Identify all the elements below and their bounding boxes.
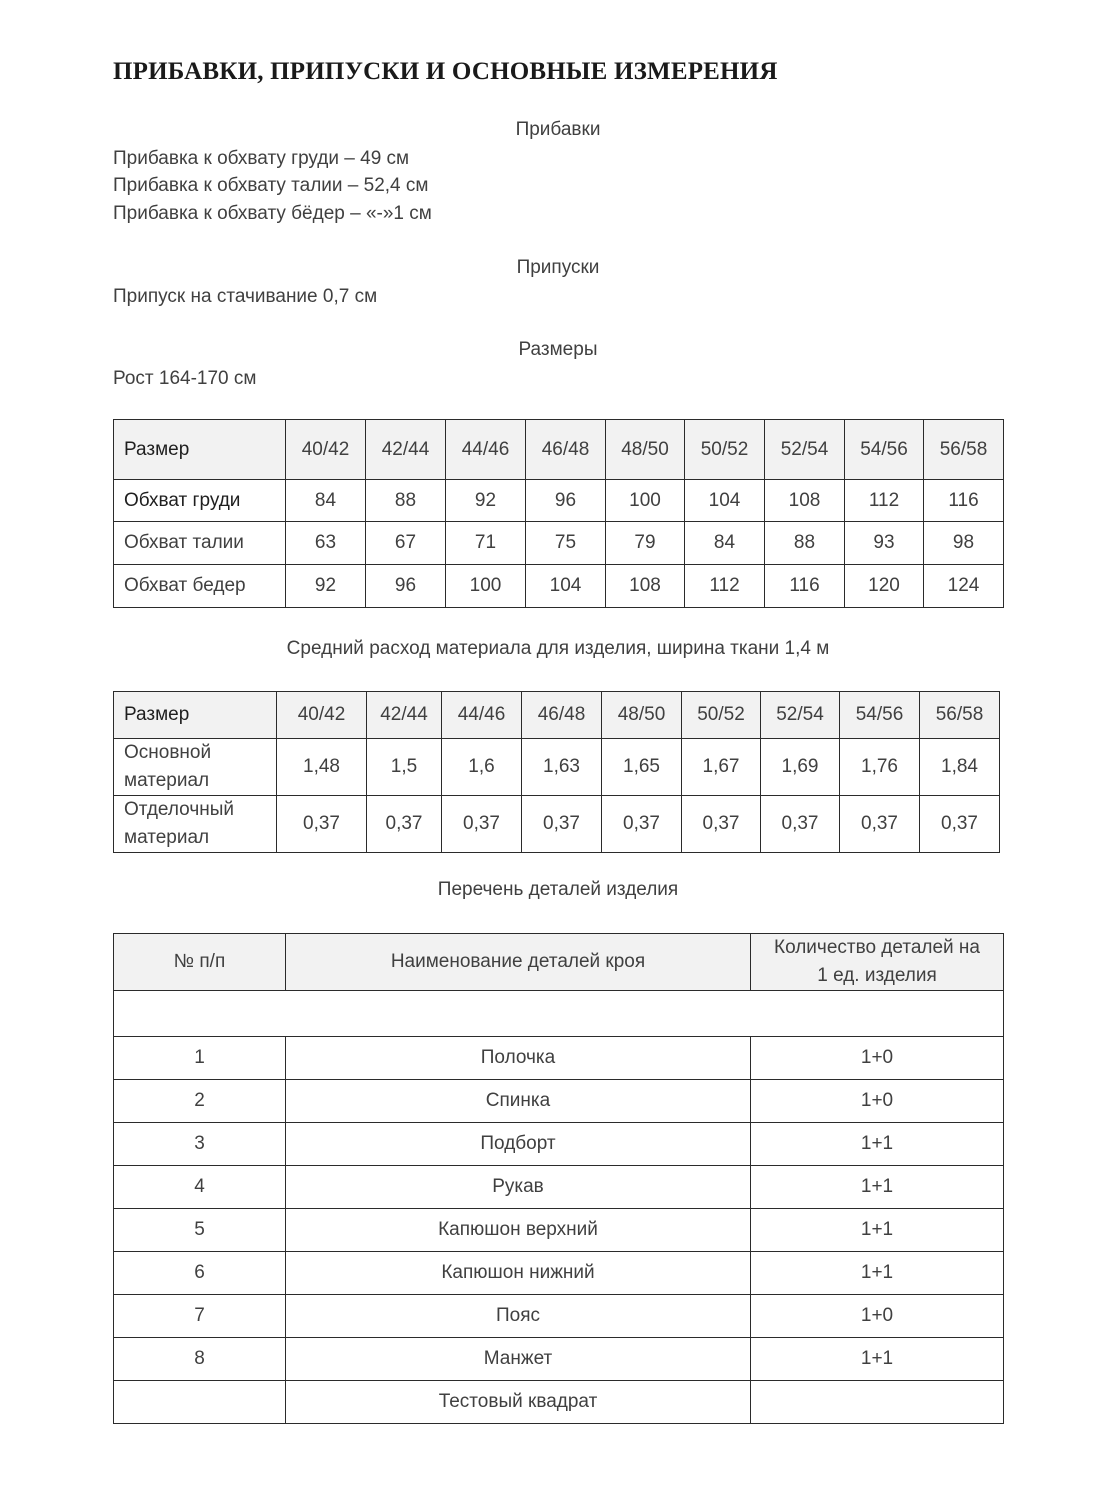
table-cell: 100 xyxy=(446,565,526,608)
table-cell: 67 xyxy=(366,522,446,565)
table-cell: 104 xyxy=(685,480,765,522)
size-column: 48/50 xyxy=(602,692,682,739)
allowance-chest: Прибавка к обхвату груди – 49 см xyxy=(113,148,410,169)
size-column: 44/46 xyxy=(442,692,522,739)
table-cell: 96 xyxy=(526,480,606,522)
part-name: Пояс xyxy=(286,1295,751,1338)
size-column: 52/54 xyxy=(761,692,840,739)
part-quantity: 1+1 xyxy=(751,1166,1004,1209)
part-number: 6 xyxy=(114,1252,286,1295)
table-row xyxy=(114,1080,1004,1123)
part-name: Капюшон верхний xyxy=(286,1209,751,1252)
table-cell: 116 xyxy=(765,565,845,608)
table-cell: 112 xyxy=(685,565,765,608)
part-name: Рукав xyxy=(286,1166,751,1209)
part-name: Полочка xyxy=(286,1037,751,1080)
size-column: 50/52 xyxy=(685,420,765,480)
part-number: 8 xyxy=(114,1338,286,1381)
part-number: 5 xyxy=(114,1209,286,1252)
part-quantity: 1+1 xyxy=(751,1252,1004,1295)
part-quantity: 1+1 xyxy=(751,1338,1004,1381)
table-cell: 0,37 xyxy=(522,796,602,853)
table-cell: 1,63 xyxy=(522,739,602,796)
table-cell: 75 xyxy=(526,522,606,565)
row-label-chest: Обхват груди xyxy=(114,480,286,522)
table-cell: 0,37 xyxy=(367,796,442,853)
table-cell: 79 xyxy=(606,522,685,565)
label-line: материал xyxy=(124,770,210,791)
table-cell: 1,69 xyxy=(761,739,840,796)
part-number: 3 xyxy=(114,1123,286,1166)
table-row xyxy=(114,1166,1004,1209)
table-cell: 92 xyxy=(446,480,526,522)
table-cell: 1,84 xyxy=(920,739,1000,796)
part-quantity: 1+0 xyxy=(751,1080,1004,1123)
table-cell: 71 xyxy=(446,522,526,565)
header-line: Количество деталей на xyxy=(774,937,980,958)
table-cell: 98 xyxy=(924,522,1004,565)
table-cell: 84 xyxy=(685,522,765,565)
table-cell: 108 xyxy=(606,565,685,608)
size-column: 56/58 xyxy=(924,420,1004,480)
table-header-row xyxy=(114,934,1004,991)
size-header-label: Размер xyxy=(114,420,286,480)
table-row xyxy=(114,1295,1004,1338)
table-cell: 1,6 xyxy=(442,739,522,796)
table-cell: 0,37 xyxy=(920,796,1000,853)
part-number: 7 xyxy=(114,1295,286,1338)
table-cell: 116 xyxy=(924,480,1004,522)
part-name: Спинка xyxy=(286,1080,751,1123)
empty-row xyxy=(114,991,1004,1037)
label-line: Основной xyxy=(124,742,212,763)
label-line: Отделочный xyxy=(124,799,234,820)
table-cell: 108 xyxy=(765,480,845,522)
table-cell: 124 xyxy=(924,565,1004,608)
table-row xyxy=(114,565,1004,608)
table-cell: 1,48 xyxy=(277,739,367,796)
height-text: Рост 164-170 см xyxy=(113,368,257,389)
sizes-table xyxy=(113,419,1004,608)
table-cell: 93 xyxy=(845,522,924,565)
consumption-heading: Средний расход материала для изделия, ширина ткани 1,4 м xyxy=(286,638,830,659)
table-row xyxy=(114,1338,1004,1381)
table-cell: 0,37 xyxy=(602,796,682,853)
table-cell: 1,65 xyxy=(602,739,682,796)
allowance-waist: Прибавка к обхвату талии – 52,4 см xyxy=(113,175,429,196)
parts-heading: Перечень деталей изделия xyxy=(437,879,679,900)
table-cell: 88 xyxy=(366,480,446,522)
part-quantity: 1+0 xyxy=(751,1295,1004,1338)
size-column: 54/56 xyxy=(840,692,920,739)
table-row xyxy=(114,1252,1004,1295)
size-column: 54/56 xyxy=(845,420,924,480)
table-cell: 104 xyxy=(526,565,606,608)
size-column: 48/50 xyxy=(606,420,685,480)
table-row xyxy=(114,1037,1004,1080)
table-row xyxy=(114,1381,1004,1424)
column-header-number: № п/п xyxy=(114,934,286,991)
table-cell: 0,37 xyxy=(761,796,840,853)
page-title: ПРИБАВКИ, ПРИПУСКИ И ОСНОВНЫЕ ИЗМЕРЕНИЯ xyxy=(113,58,778,85)
size-column: 50/52 xyxy=(682,692,761,739)
size-column: 42/44 xyxy=(366,420,446,480)
part-name: Манжет xyxy=(286,1338,751,1381)
part-quantity: 1+1 xyxy=(751,1123,1004,1166)
table-cell: 92 xyxy=(286,565,366,608)
part-quantity: 1+0 xyxy=(751,1037,1004,1080)
size-column: 44/46 xyxy=(446,420,526,480)
table-header-row xyxy=(114,692,1000,739)
part-name: Подборт xyxy=(286,1123,751,1166)
table-cell: 100 xyxy=(606,480,685,522)
size-column: 46/48 xyxy=(522,692,602,739)
allowances-heading: Прибавки xyxy=(515,119,601,140)
size-header-label: Размер xyxy=(114,692,277,739)
size-column: 52/54 xyxy=(765,420,845,480)
table-cell: 63 xyxy=(286,522,366,565)
table-row xyxy=(114,1209,1004,1252)
part-name: Тестовый квадрат xyxy=(286,1381,751,1424)
part-number xyxy=(114,1381,286,1424)
consumption-table xyxy=(113,691,1000,853)
table-cell: 0,37 xyxy=(840,796,920,853)
header-line: 1 ед. изделия xyxy=(817,965,937,986)
table-cell: 120 xyxy=(845,565,924,608)
size-column: 42/44 xyxy=(367,692,442,739)
table-row xyxy=(114,522,1004,565)
table-cell: 0,37 xyxy=(277,796,367,853)
row-label-hips: Обхват бедер xyxy=(114,565,286,608)
seam-allowance-text: Припуск на стачивание 0,7 см xyxy=(113,286,378,307)
size-column: 40/42 xyxy=(286,420,366,480)
column-header-quantity xyxy=(751,934,1004,991)
table-row xyxy=(114,480,1004,522)
column-header-name: Наименование деталей кроя xyxy=(286,934,751,991)
row-label-trim-material xyxy=(114,796,277,853)
table-cell: 112 xyxy=(845,480,924,522)
table-cell: 1,76 xyxy=(840,739,920,796)
allowance-hips: Прибавка к обхвату бёдер – «-»1 см xyxy=(113,203,432,224)
part-number: 4 xyxy=(114,1166,286,1209)
table-row xyxy=(114,796,1000,853)
row-label-waist: Обхват талии xyxy=(114,522,286,565)
seams-heading: Припуски xyxy=(516,257,600,278)
size-column: 56/58 xyxy=(920,692,1000,739)
table-cell: 88 xyxy=(765,522,845,565)
table-cell: 1,67 xyxy=(682,739,761,796)
part-quantity xyxy=(751,1381,1004,1424)
sizes-heading: Размеры xyxy=(518,339,598,360)
table-cell: 1,5 xyxy=(367,739,442,796)
size-column: 46/48 xyxy=(526,420,606,480)
table-cell: 84 xyxy=(286,480,366,522)
size-column: 40/42 xyxy=(277,692,367,739)
empty-cell xyxy=(114,991,1004,1037)
row-label-main-material xyxy=(114,739,277,796)
label-line: материал xyxy=(124,827,210,848)
parts-table xyxy=(113,933,1004,1424)
part-quantity: 1+1 xyxy=(751,1209,1004,1252)
part-name: Капюшон нижний xyxy=(286,1252,751,1295)
table-cell: 0,37 xyxy=(682,796,761,853)
table-header-row xyxy=(114,420,1004,480)
table-row xyxy=(114,1123,1004,1166)
part-number: 1 xyxy=(114,1037,286,1080)
part-number: 2 xyxy=(114,1080,286,1123)
table-row xyxy=(114,739,1000,796)
table-cell: 0,37 xyxy=(442,796,522,853)
table-cell: 96 xyxy=(366,565,446,608)
